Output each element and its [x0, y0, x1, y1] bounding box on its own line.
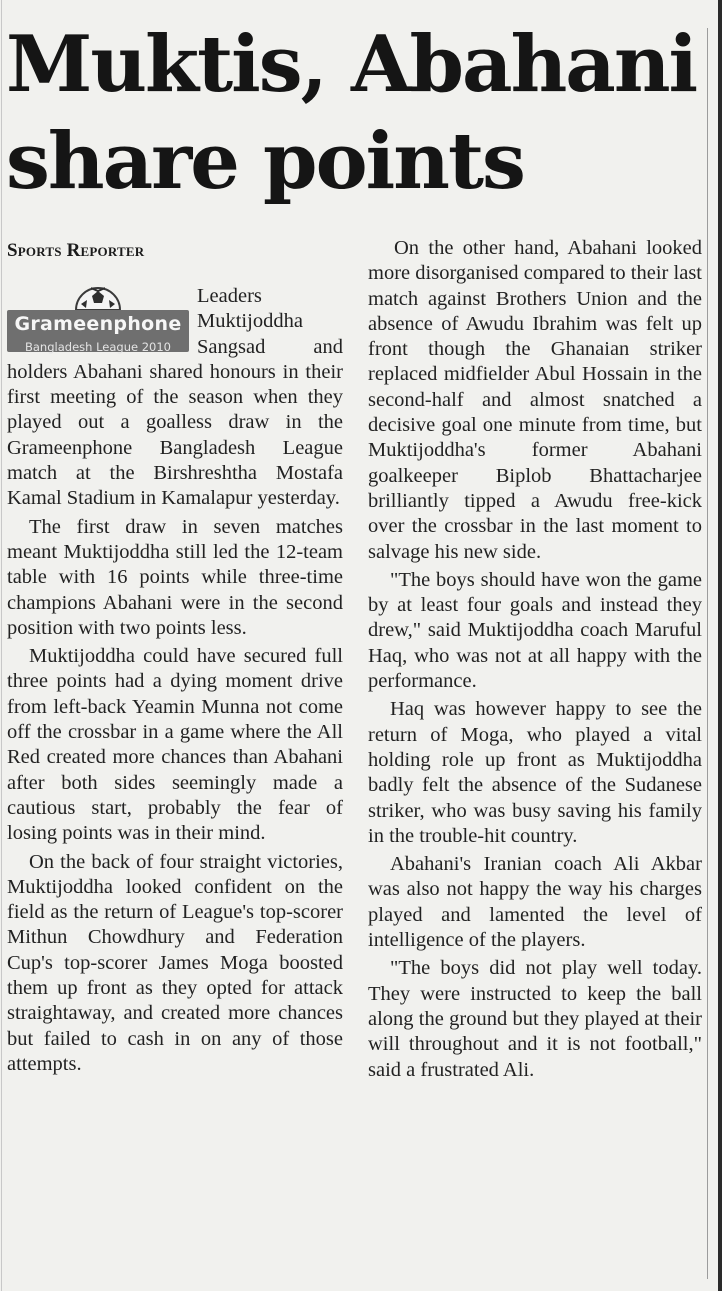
left-column — [7, 284, 343, 1080]
headline-line-1: Muktis, Abahani — [6, 19, 697, 110]
paragraph: The first draw in seven matches meant Muktijoddha still led the 12-team table with 16 points while three-time champions Abahani were in the second position with two points less. — [7, 515, 343, 639]
right-column-rule — [707, 28, 708, 1279]
paragraph: On the back of four straight victories, Muktijoddha looked confident on the field as the return of League's top-scorer Mithun Chowdhury and Federation Cup's top-scorer James Moga boosted them up front as they opted for attack straightaway, and created more chances but failed to cash in on any of those attempts. — [7, 850, 343, 1075]
logo-subtitle: Bangladesh League 2010 — [25, 340, 171, 354]
paragraph: Abahani's Iranian coach Ali Akbar was also not happy the way his charges played and lamented the level of intelligence of the players. — [368, 853, 702, 952]
paragraph: Muktijoddha could have secured full three points had a dying moment drive from left-back Yeamin Munna not come off the crossbar in a game where the All Red created more chances than Abahani after both sides seemingly made a cautious start, probably the fear of losing points was in their mind. — [7, 645, 343, 845]
paragraph: "The boys should have won the game by at least four goals and instead they drew," said Muktijoddha coach Maruful Haq, who was not at all happy with the performance. — [368, 568, 702, 693]
paragraph: On the other hand, Abahani looked more disorganised compared to their last match against Brothers Union and the absence of Awudu Ibrahim was felt up front though the Ghanaian striker replaced midfielder Abul Hossain in the second-half and almost snatched a decisive goal one minute from time, but Muktijoddha's former Abahani goalkeeper Biplob Bhattacharjee brilliantly tipped a Awudu free-kick over the crossbar in the last moment to salvage his new side. — [368, 237, 702, 563]
left-border — [1, 0, 2, 1291]
paragraph: "The boys did not play well today. They were instructed to keep the ball along the ground but they played at their will throughout and it is not football," said a frustrated Ali. — [368, 957, 702, 1081]
headline — [6, 16, 706, 210]
headline-line-2: share points — [6, 116, 524, 207]
paragraph: Leaders Muktijoddha Sangsad and holders Abahani shared honours in their first meeting of the season when they played out a goalless draw in the Grameenphone Bangladesh League match at the Birshreshtha Mostafa Kamal Stadium in Kamalapur yesterday. — [7, 285, 343, 510]
right-column — [368, 236, 702, 1086]
football-icon — [73, 284, 123, 310]
league-logo — [7, 284, 189, 354]
byline: Sports Reporter — [7, 240, 145, 261]
logo-brand: Grameenphone — [14, 313, 182, 335]
paragraph: Haq was however happy to see the return of Moga, who played a vital holding role up front as Muktijoddha badly felt the absence of the Sudanese striker, who was busy saving his family in the trouble-hit country. — [368, 698, 702, 847]
